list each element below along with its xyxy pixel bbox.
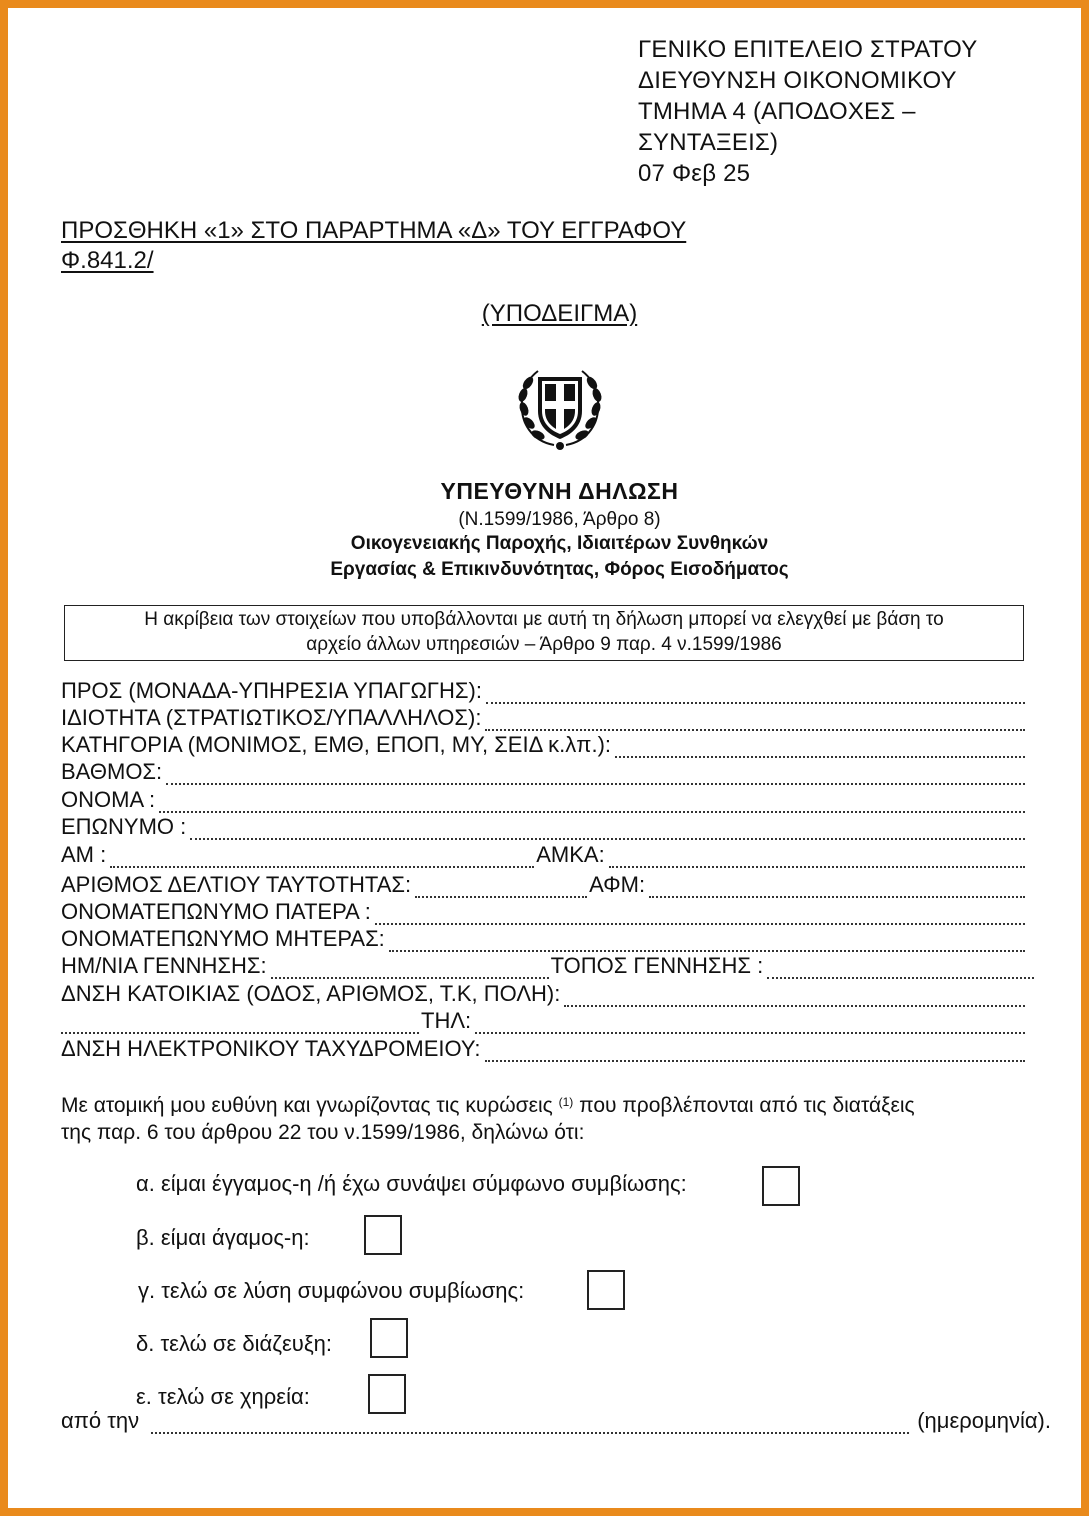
field-label: ΟΝΟΜΑΤΕΠΩΝΥΜΟ ΠΑΤΕΡΑ : [61,899,371,924]
notice-line: αρχείο άλλων υπηρεσιών – Άρθρο 9 παρ. 4 ν.1599/1986 [306,634,782,655]
option-label: δ. τελώ σε διάζευξη: [136,1331,333,1356]
field-label: ΑΦΜ: [589,872,646,897]
field-email [61,1036,1027,1062]
onoma-input[interactable] [159,795,1025,813]
field-label: ΤΟΠΟΣ ΓΕΝΝΗΣΗΣ : [550,953,764,978]
field-label: από την [61,1408,140,1433]
field-idiotita [61,705,1027,731]
field-label: ΑΡΙΘΜΟΣ ΔΕΛΤΙΟΥ ΤΑΥΤΟΤΗΤΑΣ: [61,872,412,897]
declaration-page [8,8,1081,1508]
field-pros [61,678,1027,704]
afm-input[interactable] [649,880,1025,898]
option-label: α. είμαι έγγαμος-η /ή έχω συνάψει σύμφωνο συμβίωσης: [136,1171,687,1196]
field-date [61,1408,1051,1434]
address-input[interactable] [564,989,1025,1007]
field-label: ΑΜΚΑ: [536,842,605,867]
option-label: β. είμαι άγαμος-η: [136,1225,310,1250]
field-label: ΑΜ : [61,842,107,867]
field-label: ΤΗΛ: [421,1008,472,1033]
footnote-ref: (1) [558,1095,574,1109]
field-label: ΠΡΟΣ (ΜΟΝΑΔΑ-ΥΠΗΡΕΣΙΑ ΥΠΑΓΩΓΗΣ): [61,678,482,703]
option-label: γ. τελώ σε λύση συμφώνου συμβίωσης: [138,1278,525,1303]
birthplace-input[interactable] [767,961,1034,979]
addendum-reference [61,216,686,276]
field-label: ΟΝΟΜΑ : [61,787,156,812]
law-reference: (Ν.1599/1986, Άρθρο 8) [458,509,661,530]
field-vathmos [61,759,1027,785]
idiotita-input[interactable] [485,713,1025,731]
am-input[interactable] [110,850,534,868]
adt-input[interactable] [415,880,587,898]
vathmos-input[interactable] [166,767,1025,785]
mitera-input[interactable] [389,934,1025,952]
patera-input[interactable] [375,907,1025,925]
issuer-line: ΔΙΕΥΘΥΝΣΗ ΟΙΚΟΝΟΜΙΚΟΥ [638,67,957,94]
field-label: ΒΑΘΜΟΣ: [61,759,163,784]
single-checkbox[interactable] [364,1215,402,1255]
issue-date: 07 Φεβ 25 [638,160,751,187]
declaration-intro [61,1092,1071,1146]
field-adt-afm [61,872,1027,898]
issuer-line: ΓΕΝΙΚΟ ΕΠΙΤΕΛΕΙΟ ΣΤΡΑΤΟΥ [638,36,978,63]
intro-text: Με ατομική μου ευθύνη και γνωρίζοντας τις κυρώσεις [61,1094,559,1117]
field-eponymo [61,814,1027,840]
issuer-header [638,34,977,189]
intro-text: που προβλέπονται από τις διατάξεις [573,1094,915,1117]
addendum-line: ΠΡΟΣΘΗΚΗ «1» ΣΤΟ ΠΑΡΑΡΤΗΜΑ «Δ» ΤΟΥ ΕΓΓΡΑΦΟΥ [61,217,687,244]
notice-line: Η ακρίβεια των στοιχείων που υποβάλλονται με αυτή τη δήλωση μπορεί να ελεγχθεί με βάση το [144,609,944,630]
divorce-checkbox[interactable] [370,1318,408,1358]
option-label: ε. τελώ σε χηρεία: [136,1384,310,1409]
field-label: ΚΑΤΗΓΟΡΙΑ (ΜΟΝΙΜΟΣ, ΕΜΘ, ΕΠΟΠ, ΜΥ, ΣΕΙΔ κ.λπ.): [61,732,612,757]
field-label: ΗΜ/ΝΙΑ ΓΕΝΝΗΣΗΣ: [61,953,267,978]
field-am-amka [61,842,1027,868]
katigoria-input[interactable] [615,740,1025,758]
issuer-line: ΣΥΝΤΑΞΕΙΣ) [638,129,779,156]
birthdate-input[interactable] [271,961,549,979]
field-birth [61,953,1036,979]
sample-label: (ΥΠΟΔΕΙΓΜΑ) [481,300,638,327]
field-label: ΔΝΣΗ ΗΛΕΚΤΡΟΝΙΚΟΥ ΤΑΧΥΔΡΟΜΕΙΟΥ: [61,1036,481,1061]
married-checkbox[interactable] [762,1166,800,1206]
field-address-cont-phone [61,1008,1027,1034]
field-katigoria [61,732,1027,758]
greek-coat-of-arms-icon [514,361,606,453]
issuer-line: ΤΜΗΜΑ 4 (ΑΠΟΔΟΧΕΣ – [638,98,916,125]
email-input[interactable] [485,1044,1026,1062]
phone-input[interactable] [475,1016,1025,1034]
field-onoma [61,787,1027,813]
pros-input[interactable] [486,686,1025,704]
amka-input[interactable] [609,850,1025,868]
eponymo-input[interactable] [190,822,1025,840]
field-mitera [61,926,1027,952]
intro-text: της παρ. 6 του άρθρου 22 του ν.1599/1986, δηλώνω ότι: [61,1121,585,1144]
field-label: ΙΔΙΟΤΗΤΑ (ΣΤΡΑΤΙΩΤΙΚΟΣ/ΥΠΑΛΛΗΛΟΣ): [61,705,482,730]
document-number: Φ.841.2/ [61,247,154,274]
declaration-subtitle: Οικογενειακής Παροχής, Ιδιαιτέρων Συνθηκών [350,533,769,554]
field-patera [61,899,1027,925]
declaration-title: ΥΠΕΥΘΥΝΗ ΔΗΛΩΣΗ [440,478,679,504]
address-continued-input[interactable] [61,1016,419,1034]
field-address [61,981,1027,1007]
accuracy-notice-box [64,605,1024,661]
declaration-subtitle: Εργασίας & Επικινδυνότητας, Φόρος Εισοδήματος [330,559,789,580]
field-label: ΔΝΣΗ ΚΑΤΟΙΚΙΑΣ (ΟΔΟΣ, ΑΡΙΘΜΟΣ, Τ.Κ, ΠΟΛΗ): [61,981,561,1006]
field-label: ΕΠΩΝΥΜΟ : [61,814,187,839]
partnership-dissolution-checkbox[interactable] [587,1270,625,1310]
date-input[interactable] [151,1416,909,1434]
field-label: ΟΝΟΜΑΤΕΠΩΝΥΜΟ ΜΗΤΕΡΑΣ: [61,926,385,951]
field-label: (ημερομηνία). [917,1408,1051,1433]
